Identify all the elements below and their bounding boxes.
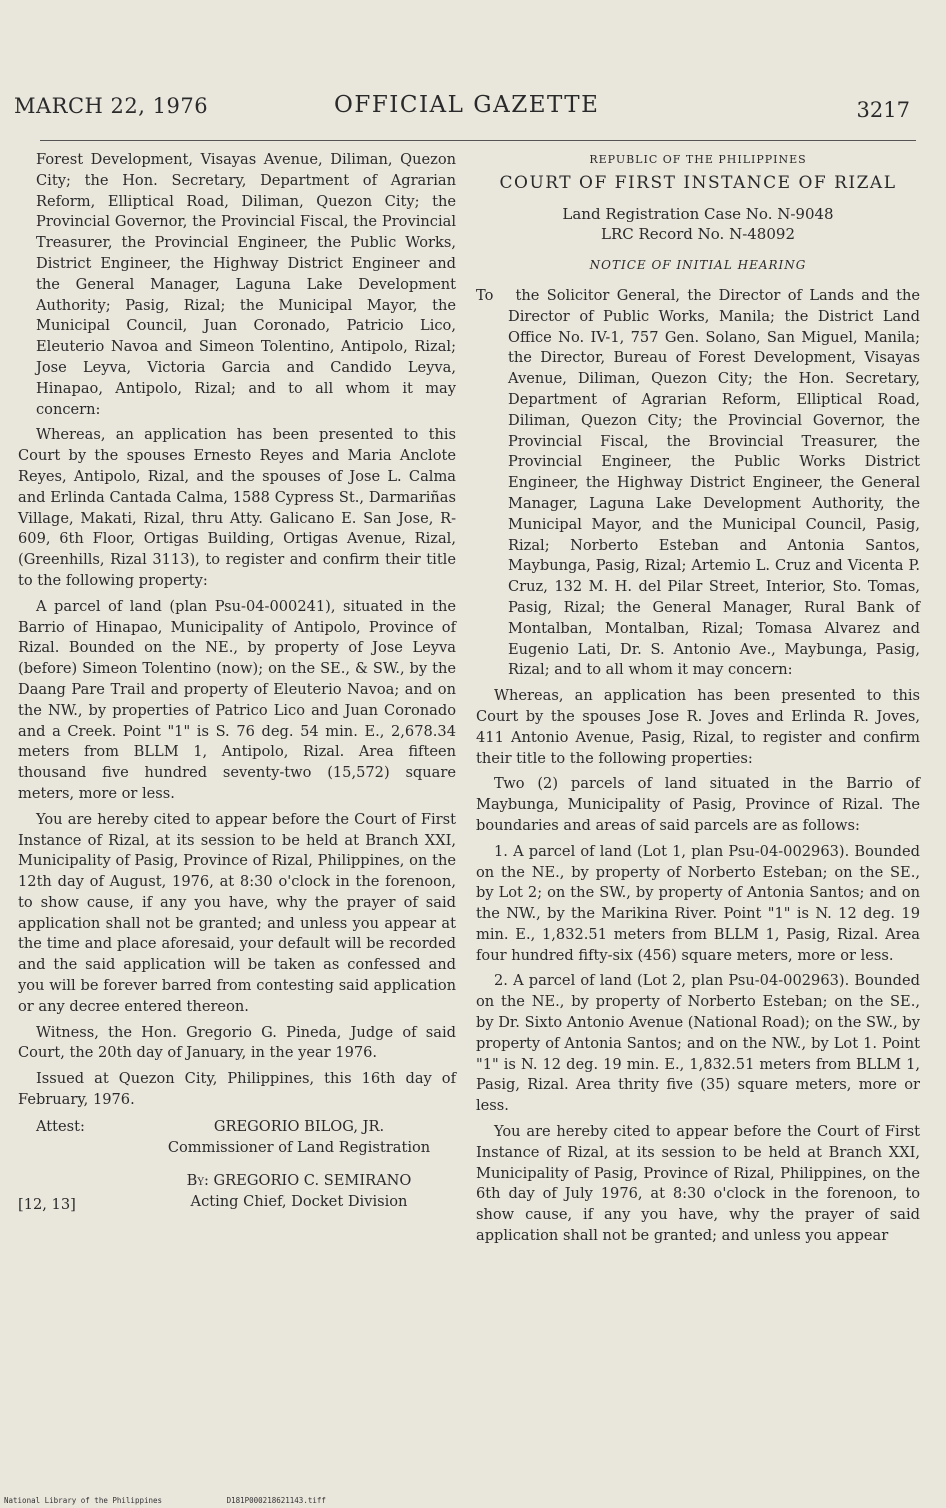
by-block [18,1171,456,1215]
page-header [14,88,910,128]
court-heading: COURT OF FIRST INSTANCE OF RIZAL [499,172,897,193]
republic-heading: REPUBLIC OF THE PHILIPPINES [589,153,807,166]
case-number: Land Registration Case No. N-9048 [562,204,834,223]
scan-footer [4,1496,386,1505]
by-signature [142,1171,456,1213]
lrc-record: LRC Record No. N-48092 [601,225,795,244]
attest-signature [142,1117,456,1159]
citation-paragraph: You are hereby cited to appear before the Court of First Instance of Rizal, at its session to be held at Branch XXI, Municipality of Pasig, Province of Rizal, Philippines, on the 12th day of August, 1976, at 8:30 o'clock in the forenoon, to show cause, if any you have, why the prayer of said application shall not be granted; and unless you appear at the time and place aforesaid, your default will be recorded and the said application will be taken as confessed and you will be forever barred from contesting said application or any decree entered thereon. [18,810,456,1015]
citation-paragraph-right: You are hereby cited to appear before the Court of First Instance of Rizal, at its session to be held at Branch XXI, Municipality of Pasig, Province of Rizal, Philippines, on the 6th day of July 1976, at 8:30 o'clock in the forenoon, to show cause, if any you have, why the prayer of said application shall not be granted; and unless you appear [476,1123,920,1245]
page-number: 3217 [856,98,910,122]
whereas-paragraph: Whereas, an application has been presented to this Court by the spouses Ernesto Reyes and Maria Anclote Reyes, Antipolo, Rizal, and the spouses of Jose L. Calma and Erlinda Cantada Calma, 1588 Cypress St., Darmariñas Village, Makati, Rizal, thru Atty. Galicano E. San Jose, R-609, 6th Floor, Ortigas Building, Ortigas Avenue, Rizal, (Greenhills, Rizal 3113), to register and confirm their title to the following property: [18,426,456,589]
to-label: To [476,286,494,304]
issued-paragraph: Issued at Quezon City, Philippines, this 16th day of February, 1976. [18,1070,456,1109]
whereas-paragraph-right: Whereas, an application has been presented to this Court by the spouses Jose R. Joves and Erlinda R. Joves, 411 Antonio Avenue, Pasig, Rizal, to register and confirm their title to the following properties: [476,687,920,767]
left-column [18,150,456,1215]
header-rule [40,140,916,141]
two-parcels-paragraph: Two (2) parcels of land situated in the Barrio of Maybunga, Municipality of Pasig, Province of Rizal. The boundaries and areas of said parcels are as follows: [476,775,920,834]
notice-heading: NOTICE OF INITIAL HEARING [589,258,807,273]
right-column [476,150,920,1252]
parcel-description: A parcel of land (plan Psu-04-000241), situated in the Barrio of Hinapao, Municipality of Antipolo, Province of Rizal. Bounded on the NE., by property of Jose Leyva (before) Simeon Tolentino (now); on the SE., & SW., by the Daang Pare Trail and property of Eleuterio Navoa; and on the NW., by properties of Patrico Lico and Juan Coronado and a Creek. Point "1" is S. 76 deg. 54 min. E., 2,678.34 meters from BLLM 1, Antipolo, Rizal. Area fifteen thousand five hundred seventy-two (15,572) square meters, more or less. [18,597,456,802]
attest-name: GREGORIO BILOG, JR. [213,1117,385,1135]
by-title: Acting Chief, Docket Division [190,1192,408,1210]
attest-block [18,1117,456,1161]
footer-source: National Library of the Philippines [4,1496,163,1505]
publication-title: OFFICIAL GAZETTE [334,92,600,118]
recipients-paragraph [476,286,920,681]
parcel-1-description: 1. A parcel of land (Lot 1, plan Psu-04-002963). Bounded on the NE., by property of Norberto Esteban; on the SE., by Lot 2; on the SW., by property of Antonia Santos; and on the NW., by the Marikina River. Point "1" is N. 12 deg. 19 min. E., 1,832.51 meters from BLLM 1, Pasig, Rizal. Area four hundred fifty-six (456) square meters, more or less. [476,842,920,964]
footer-file: D181P000218621143.tiff [226,1496,326,1505]
issue-date: MARCH 22, 1976 [14,94,209,118]
attest-title: Commissioner of Land Registration [167,1138,431,1156]
recipients-continued: Forest Development, Visayas Avenue, Diliman, Quezon City; the Hon. Secretary, Department of Agrarian Reform, Elliptical Road, Diliman, Quezon City; the Provincial Governor, the Provincial Fiscal, the Provincial Treasurer, the Provincial Engineer, the Public Works, District Engineer, the Highway District Engineer and the General Manager, Laguna Lake Development Authority; Pasig, Rizal; the Municipal Mayor, the Municipal Council, Juan Coronado, Patricio Lico, Eleuterio Navoa and Simeon Tolentino, Antipolo, Rizal; Jose Leyva, Victoria Garcia and Candido Leyva, Hinapao, Antipolo, Rizal; and to all whom it may concern: [36,151,456,418]
attest-label: Attest: [36,1117,85,1135]
recipients-list: the Solicitor General, the Director of Lands and the Director of Public Works, Manila; the District Land Office No. IV-1, 757 Gen. Solano, San Miguel, Manila; the Director, Bureau of Forest Development, Visayas Avenue, Diliman, Quezon City; the Hon. Secretary, Department of Agrarian Reform, Elliptical Road, Diliman, Quezon City; the Provincial Governor, the Provincial Fiscal, the Brovincial Treasurer, the Provincial Engineer, the Public Works District Engineer, the Highway District Engineer, the General Manager, Laguna Lake Development Authority, the Municipal Mayor, and the Municipal Council, Pasig, Rizal; Norberto Esteban and Antonia Santos, Maybunga, Pasig, Rizal; Artemio L. Cruz and Vicenta P. Cruz, 132 M. H. del Pilar Street, Interior, Sto. Tomas, Pasig, Rizal; the General Manager, Rural Bank of Montalban, Montalban, Rizal; Tomasa Alvarez and Eugenio Lati, Dr. S. Antonio Ave., Maybunga, Pasig, Rizal; and to all whom it may concern: [508,286,921,679]
issue-reference: [12, 13] [18,1195,76,1213]
witness-paragraph: Witness, the Hon. Gregorio G. Pineda, Judge of said Court, the 20th day of January, in the year 1976. [18,1023,456,1062]
by-name: By: GREGORIO C. SEMIRANO [186,1171,412,1189]
parcel-2-description: 2. A parcel of land (Lot 2, plan Psu-04-002963). Bounded on the NE., by property of Norberto Esteban; on the SE., by Dr. Sixto Antonio Avenue (National Road); on the SW., by property of Antonia Santos; and on the NW., by Lot 1. Point "1" is N. 12 deg. 19 min. E., 1,832.51 meters from BLLM 1, Pasig, Rizal. Area thrity five (35) square meters, more or less. [476,972,921,1115]
